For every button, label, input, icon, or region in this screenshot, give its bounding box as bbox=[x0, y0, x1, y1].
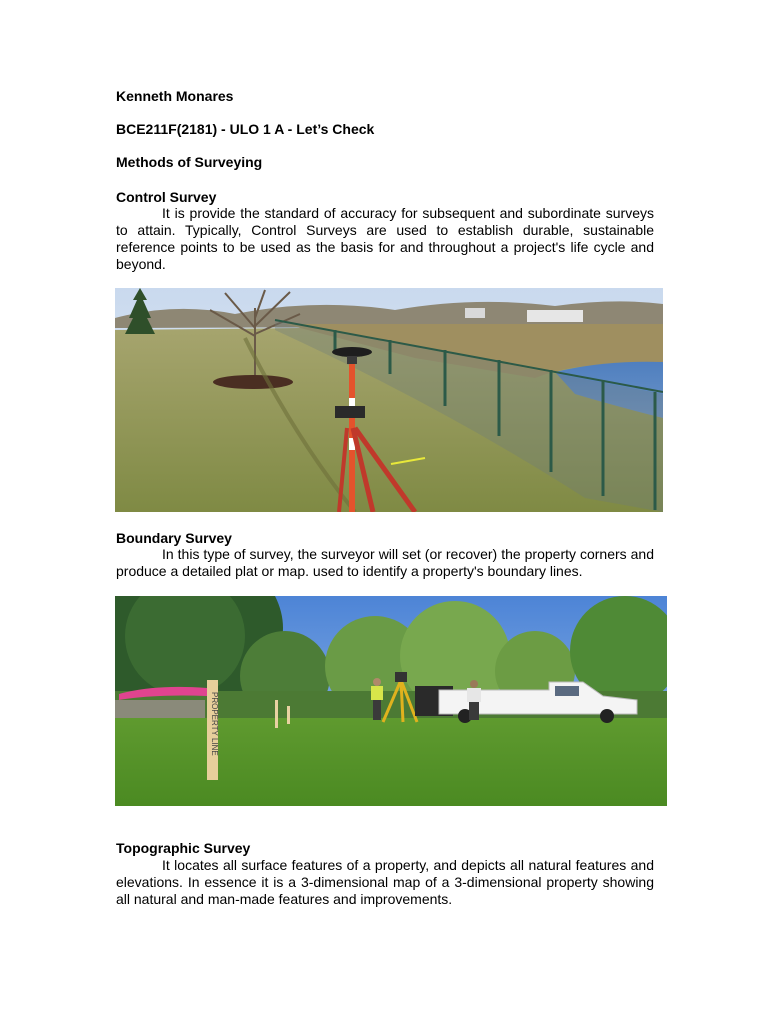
control-survey-photo bbox=[115, 288, 663, 512]
boundary-survey-heading: Boundary Survey bbox=[116, 530, 232, 546]
control-survey-text: It is provide the standard of accuracy for subsequent and subordinate surveys to attain. Typically, Control Surveys are used to establish durable, sustainable reference points to be used as the basis for and throughout a project's life cycle and beyond. bbox=[116, 205, 654, 272]
topic-title: Methods of Surveying bbox=[116, 154, 263, 170]
stake-label: PROPERTY LINE bbox=[210, 692, 219, 756]
course-title: BCE211F(2181) - ULO 1 A - Let’s Check bbox=[116, 121, 375, 137]
control-survey-heading: Control Survey bbox=[116, 189, 217, 205]
boundary-survey-photo bbox=[115, 596, 667, 806]
topographic-survey-text: It locates all surface features of a property, and depicts all natural features and elevations. In essence it is a 3-dimensional map of a 3-dimensional property showing all natural and man-made features and improvements. bbox=[116, 857, 654, 907]
topographic-survey-heading: Topographic Survey bbox=[116, 840, 251, 856]
author-name: Kenneth Monares bbox=[116, 88, 234, 104]
boundary-survey-text: In this type of survey, the surveyor will set (or recover) the property corners and produce a detailed plat or map. used to identify a property's boundary lines. bbox=[116, 546, 654, 579]
